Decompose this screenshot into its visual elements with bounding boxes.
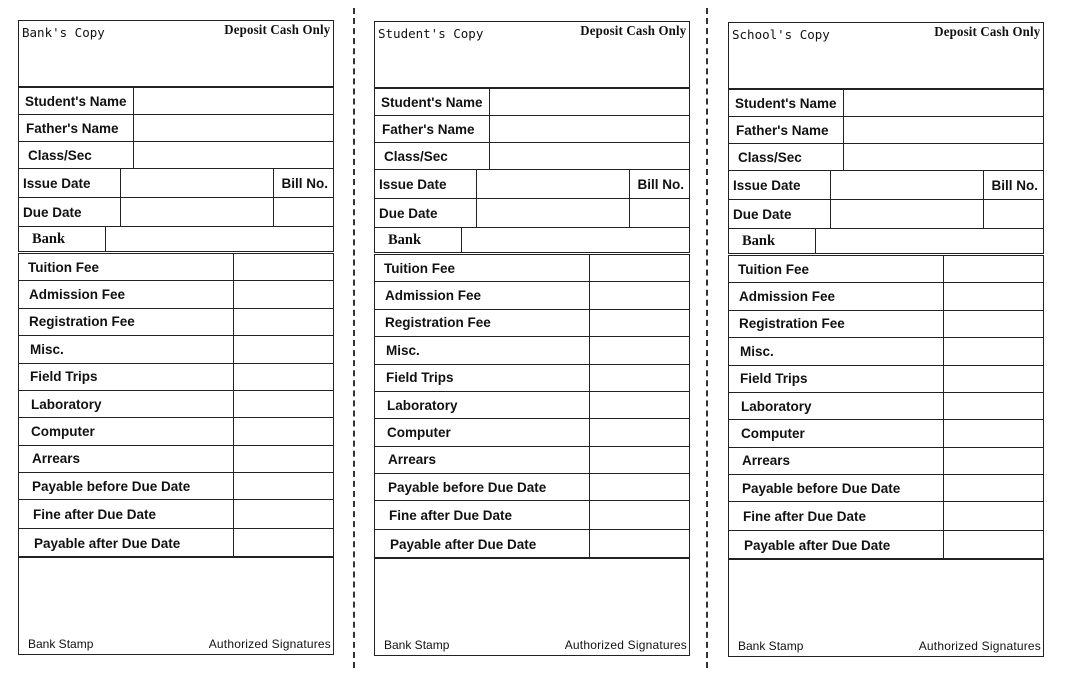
due-date-value-cell[interactable]	[832, 200, 982, 228]
fee-amount-cell[interactable]	[591, 255, 689, 281]
cell-divider	[943, 366, 944, 392]
issue-date-label: Issue Date	[23, 175, 91, 191]
fee-row	[375, 392, 689, 419]
fee-label: Tuition Fee	[384, 260, 455, 276]
fee-row	[375, 337, 689, 364]
father-name-label: Father's Name	[382, 121, 475, 137]
cell-divider	[830, 171, 831, 199]
cut-line-1	[353, 8, 355, 668]
bank-label: Bank	[32, 231, 66, 247]
fee-label: Laboratory	[387, 397, 458, 413]
fee-label: Payable before Due Date	[32, 479, 191, 495]
fine-label: Payable after Due Date	[390, 537, 537, 552]
row-due-date	[19, 198, 333, 227]
fee-label: Arrears	[742, 453, 791, 469]
cell-divider	[943, 502, 944, 530]
late-fee-table	[374, 500, 690, 558]
fee-label: Laboratory	[741, 398, 812, 414]
stamp-signature-area	[728, 559, 1044, 657]
row-class-sec	[19, 142, 333, 169]
fine-label: Payable after Due Date	[744, 538, 891, 553]
cell-divider	[983, 171, 984, 199]
fee-label: Field Trips	[30, 369, 98, 385]
cell-divider	[120, 198, 121, 226]
bank-value-cell[interactable]	[107, 227, 305, 252]
fee-label: Misc.	[386, 342, 420, 358]
fee-row	[19, 473, 333, 500]
fee-amount-cell[interactable]	[235, 281, 333, 307]
class-sec-label: Class/Sec	[384, 148, 448, 164]
fee-row	[375, 365, 689, 392]
row-student-name	[375, 89, 689, 116]
row-due-date	[375, 199, 689, 228]
cell-divider	[943, 393, 944, 419]
fee-row	[375, 255, 689, 282]
cell-divider	[133, 142, 134, 168]
cell-divider	[120, 169, 121, 197]
bill-no-value-cell[interactable]	[985, 200, 1043, 228]
fee-label: Computer	[387, 425, 451, 441]
authorized-signatures-label: Authorized Signatures	[208, 637, 331, 651]
bill-no-value-cell[interactable]	[275, 198, 333, 226]
cell-divider	[830, 200, 831, 228]
fee-row	[375, 282, 689, 309]
fee-amount-cell[interactable]	[235, 254, 333, 280]
fee-table	[18, 253, 334, 500]
fee-amount-cell[interactable]	[945, 420, 1043, 446]
fine-amount-cell[interactable]	[945, 502, 1043, 530]
fine-label: Fine after Due Date	[389, 507, 513, 523]
fee-amount-cell[interactable]	[591, 310, 689, 336]
copy-title: School's Copy	[732, 27, 830, 42]
cell-divider	[589, 310, 590, 336]
fee-amount-cell[interactable]	[591, 337, 689, 363]
fee-table	[728, 255, 1044, 502]
cell-divider	[843, 117, 844, 143]
stamp-signature-area	[374, 558, 690, 656]
cell-divider	[273, 169, 274, 197]
row-bank	[19, 227, 333, 252]
fee-row	[19, 336, 333, 363]
fee-label: Registration Fee	[385, 315, 491, 331]
due-date-label: Due Date	[733, 206, 792, 222]
cell-divider	[589, 501, 590, 529]
fee-label: Laboratory	[31, 396, 102, 412]
fee-label: Misc.	[30, 341, 64, 357]
fee-label: Payable before Due Date	[388, 480, 547, 496]
cell-divider	[233, 446, 234, 472]
row-due-date	[729, 200, 1043, 229]
fee-row	[19, 281, 333, 308]
fee-row	[729, 393, 1043, 420]
cell-divider	[943, 311, 944, 337]
cell-divider	[943, 531, 944, 560]
deposit-note: Deposit Cash Only	[933, 25, 1040, 40]
cell-divider	[843, 144, 844, 170]
fee-amount-cell[interactable]	[945, 338, 1043, 364]
cell-divider	[943, 448, 944, 474]
fee-label: Admission Fee	[739, 289, 836, 305]
cell-divider	[476, 199, 477, 227]
fee-row	[729, 256, 1043, 283]
fee-label: Arrears	[32, 451, 81, 467]
fine-amount-cell[interactable]	[591, 501, 689, 529]
fee-amount-cell[interactable]	[235, 336, 333, 362]
fee-row	[729, 283, 1043, 310]
fine-row	[19, 500, 333, 529]
student-name-value-cell[interactable]	[491, 89, 689, 115]
fee-row	[19, 391, 333, 418]
fee-amount-cell[interactable]	[945, 475, 1043, 502]
fee-amount-cell[interactable]	[235, 309, 333, 335]
issue-date-label: Issue Date	[733, 177, 801, 193]
fee-row	[19, 418, 333, 445]
father-name-label: Father's Name	[736, 122, 829, 138]
fine-label: Payable after Due Date	[34, 536, 181, 551]
fee-amount-cell[interactable]	[591, 447, 689, 473]
fine-amount-cell[interactable]	[945, 531, 1043, 560]
fee-amount-cell[interactable]	[235, 473, 333, 500]
class-sec-value-cell[interactable]	[135, 142, 333, 168]
student-name-label: Student's Name	[381, 94, 483, 110]
copy-header	[374, 21, 690, 88]
fee-label: Field Trips	[740, 371, 808, 387]
father-name-label: Father's Name	[26, 120, 119, 136]
cell-divider	[943, 475, 944, 502]
cut-line-2	[706, 8, 708, 668]
fee-amount-cell[interactable]	[235, 446, 333, 472]
father-name-value-cell[interactable]	[135, 115, 333, 141]
fee-amount-cell[interactable]	[235, 391, 333, 417]
fee-amount-cell[interactable]	[945, 283, 1043, 309]
fine-row	[729, 502, 1043, 531]
cell-divider	[589, 447, 590, 473]
challan-copy	[374, 21, 690, 661]
fine-label: Fine after Due Date	[33, 506, 157, 522]
fee-amount-cell[interactable]	[591, 419, 689, 445]
class-sec-value-cell[interactable]	[491, 143, 689, 169]
fine-amount-cell[interactable]	[591, 530, 689, 559]
authorized-signatures-label: Authorized Signatures	[918, 639, 1041, 653]
fee-label: Computer	[31, 424, 95, 440]
fee-amount-cell[interactable]	[235, 418, 333, 444]
cell-divider	[943, 420, 944, 446]
fee-label: Tuition Fee	[28, 259, 99, 275]
fee-amount-cell[interactable]	[945, 366, 1043, 392]
issue-date-label: Issue Date	[379, 176, 447, 192]
cell-divider	[105, 227, 106, 252]
due-date-label: Due Date	[379, 205, 438, 221]
issue-date-value-cell[interactable]	[122, 169, 272, 197]
fee-row	[729, 366, 1043, 393]
bill-no-label: Bill No.	[991, 177, 1038, 193]
fee-row	[729, 338, 1043, 365]
student-info-section	[18, 87, 334, 252]
row-father-name	[729, 117, 1043, 144]
student-name-value-cell[interactable]	[845, 90, 1043, 116]
bill-no-label: Bill No.	[637, 176, 684, 192]
stamp-signature-area	[18, 557, 334, 655]
fee-label: Payable before Due Date	[742, 481, 901, 497]
bank-label: Bank	[742, 233, 776, 249]
cell-divider	[233, 336, 234, 362]
copy-header	[18, 20, 334, 87]
due-date-value-cell[interactable]	[478, 199, 628, 227]
fee-row	[729, 420, 1043, 447]
row-issue-date	[375, 170, 689, 199]
cell-divider	[233, 281, 234, 307]
bank-label: Bank	[388, 232, 422, 248]
fee-amount-cell[interactable]	[591, 365, 689, 391]
row-bank	[375, 228, 689, 253]
fee-amount-cell[interactable]	[591, 392, 689, 418]
fee-amount-cell[interactable]	[945, 448, 1043, 474]
fee-row	[19, 309, 333, 336]
row-father-name	[375, 116, 689, 143]
fee-row	[729, 448, 1043, 475]
cell-divider	[489, 116, 490, 142]
fee-label: Tuition Fee	[738, 261, 809, 277]
cell-divider	[233, 254, 234, 280]
cell-divider	[943, 283, 944, 309]
due-date-label: Due Date	[23, 204, 82, 220]
due-date-value-cell[interactable]	[122, 198, 272, 226]
fee-row	[375, 447, 689, 474]
fee-row	[19, 254, 333, 281]
copy-header	[728, 22, 1044, 89]
cell-divider	[589, 282, 590, 308]
class-sec-label: Class/Sec	[738, 149, 802, 165]
fine-row	[375, 501, 689, 530]
row-bank	[729, 229, 1043, 254]
fine-amount-cell[interactable]	[235, 500, 333, 528]
copy-title: Bank's Copy	[22, 25, 105, 40]
cell-divider	[476, 170, 477, 198]
cell-divider	[943, 256, 944, 282]
cell-divider	[843, 90, 844, 116]
authorized-signatures-label: Authorized Signatures	[564, 638, 687, 652]
bank-value-cell[interactable]	[817, 229, 1015, 254]
bank-stamp-label: Bank Stamp	[28, 637, 94, 651]
bill-no-label: Bill No.	[281, 175, 328, 191]
challan-copy	[18, 20, 334, 660]
fee-row	[375, 419, 689, 446]
fee-row	[375, 474, 689, 501]
cell-divider	[943, 338, 944, 364]
row-student-name	[729, 90, 1043, 117]
fee-table	[374, 254, 690, 501]
cell-divider	[233, 364, 234, 390]
cell-divider	[589, 255, 590, 281]
fine-row	[19, 529, 333, 558]
cell-divider	[133, 88, 134, 114]
cell-divider	[489, 143, 490, 169]
class-sec-value-cell[interactable]	[845, 144, 1043, 170]
fee-label: Registration Fee	[739, 316, 845, 332]
row-father-name	[19, 115, 333, 142]
father-name-value-cell[interactable]	[491, 116, 689, 142]
cell-divider	[589, 392, 590, 418]
fee-row	[375, 310, 689, 337]
class-sec-label: Class/Sec	[28, 147, 92, 163]
student-name-label: Student's Name	[735, 95, 837, 111]
cell-divider	[461, 228, 462, 253]
fee-amount-cell[interactable]	[945, 311, 1043, 337]
row-student-name	[19, 88, 333, 115]
student-name-value-cell[interactable]	[135, 88, 333, 114]
fine-row	[729, 531, 1043, 560]
deposit-note: Deposit Cash Only	[223, 23, 330, 38]
challan-copy	[728, 22, 1044, 662]
cell-divider	[233, 309, 234, 335]
fee-amount-cell[interactable]	[591, 282, 689, 308]
late-fee-table	[18, 499, 334, 557]
fee-row	[19, 364, 333, 391]
cell-divider	[589, 474, 590, 501]
cell-divider	[589, 365, 590, 391]
fee-row	[729, 311, 1043, 338]
fee-label: Registration Fee	[29, 314, 135, 330]
fee-label: Arrears	[388, 452, 437, 468]
cell-divider	[233, 473, 234, 500]
issue-date-value-cell[interactable]	[478, 170, 628, 198]
bank-stamp-label: Bank Stamp	[384, 638, 450, 652]
fee-amount-cell[interactable]	[591, 474, 689, 501]
student-info-section	[374, 88, 690, 253]
row-class-sec	[375, 143, 689, 170]
student-info-section	[728, 89, 1044, 254]
fee-label: Computer	[741, 426, 805, 442]
cell-divider	[489, 89, 490, 115]
fee-row	[729, 475, 1043, 502]
fine-row	[375, 530, 689, 559]
cell-divider	[273, 198, 274, 226]
fee-amount-cell[interactable]	[945, 393, 1043, 419]
bill-no-value-cell[interactable]	[631, 199, 689, 227]
fine-amount-cell[interactable]	[235, 529, 333, 558]
deposit-note: Deposit Cash Only	[579, 24, 686, 39]
cell-divider	[629, 199, 630, 227]
cell-divider	[983, 200, 984, 228]
cell-divider	[233, 529, 234, 558]
fee-amount-cell[interactable]	[235, 364, 333, 390]
fee-row	[19, 446, 333, 473]
bank-value-cell[interactable]	[463, 228, 661, 253]
row-class-sec	[729, 144, 1043, 171]
fee-label: Misc.	[740, 343, 774, 359]
cell-divider	[629, 170, 630, 198]
late-fee-table	[728, 501, 1044, 559]
fee-label: Admission Fee	[29, 287, 126, 303]
row-issue-date	[19, 169, 333, 198]
cell-divider	[589, 337, 590, 363]
bank-stamp-label: Bank Stamp	[738, 639, 804, 653]
fee-amount-cell[interactable]	[945, 256, 1043, 282]
cell-divider	[233, 500, 234, 528]
row-issue-date	[729, 171, 1043, 200]
fee-label: Admission Fee	[385, 288, 482, 304]
cell-divider	[233, 418, 234, 444]
copy-title: Student's Copy	[378, 26, 484, 41]
cell-divider	[589, 530, 590, 559]
fee-label: Field Trips	[386, 370, 454, 386]
issue-date-value-cell[interactable]	[832, 171, 982, 199]
cell-divider	[815, 229, 816, 254]
cell-divider	[589, 419, 590, 445]
fine-label: Fine after Due Date	[743, 508, 867, 524]
father-name-value-cell[interactable]	[845, 117, 1043, 143]
cell-divider	[133, 115, 134, 141]
cell-divider	[233, 391, 234, 417]
student-name-label: Student's Name	[25, 93, 127, 109]
